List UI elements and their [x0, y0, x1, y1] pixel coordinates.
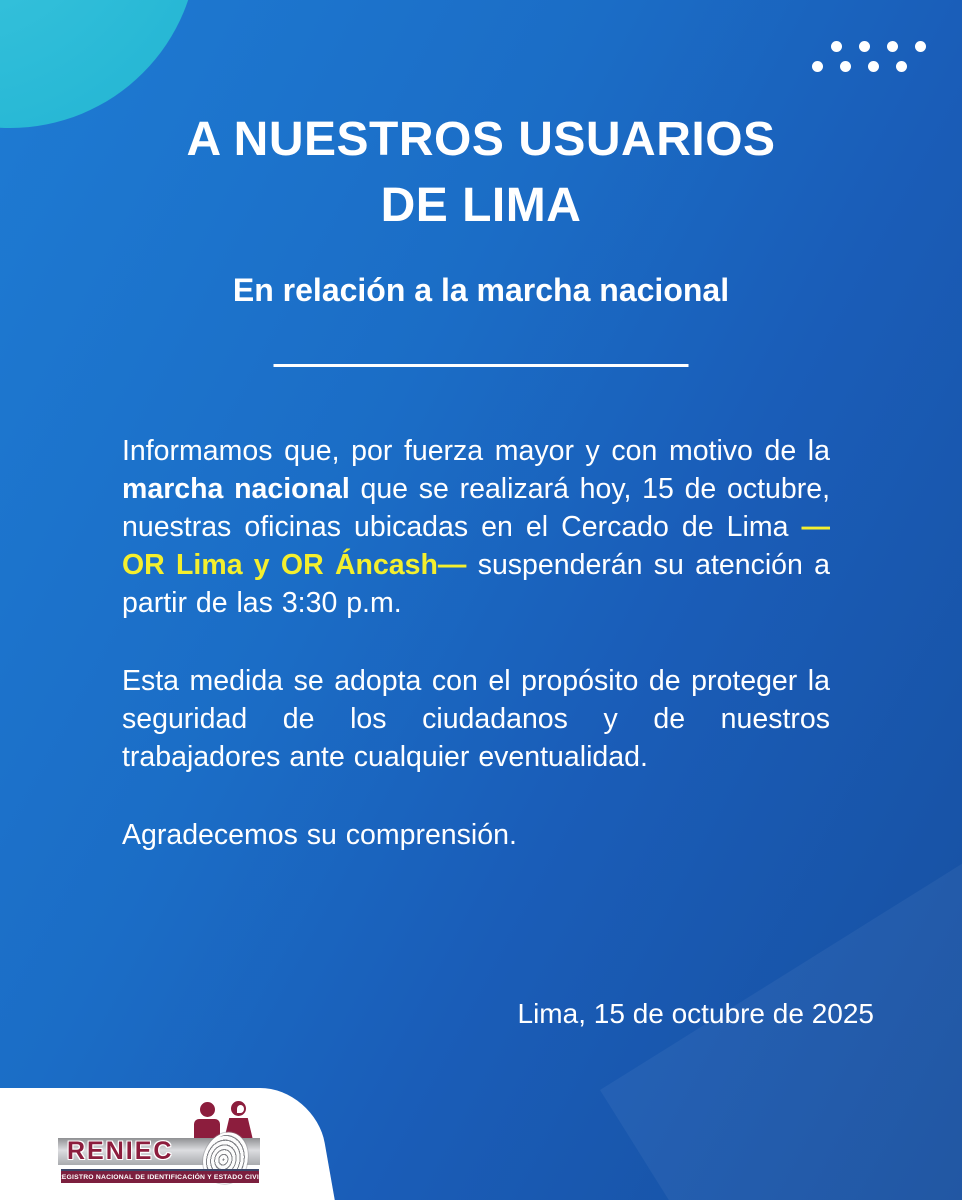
- dot-row-top: [831, 41, 926, 52]
- dot-icon: [831, 41, 842, 52]
- logo-tagline-bar: [56, 1169, 264, 1183]
- dot-icon: [859, 41, 870, 52]
- dot-icon: [887, 41, 898, 52]
- announcement-body: [122, 432, 830, 894]
- dot-grid-decoration: [812, 41, 926, 72]
- p1-text: que se realizará hoy, 15 de octubre, nuestras oficinas ubicadas en el Cercado de Lima: [122, 473, 830, 543]
- title-line-1: A NUESTROS USUARIOS: [186, 113, 776, 166]
- subtitle: En relación a la marcha nacional: [232, 272, 730, 308]
- subtitle-underline: [274, 364, 689, 367]
- page-title: [0, 107, 962, 239]
- body-paragraph-3: Agradecemos su comprensión.: [122, 819, 517, 851]
- dateline: Lima, 15 de octubre de 2025: [517, 998, 874, 1029]
- p1-highlight-offices: —OR Lima y OR Áncash—: [122, 511, 830, 581]
- dot-icon: [896, 61, 907, 72]
- p1-text: Informamos que, por fuerza mayor y con motivo de la: [122, 435, 830, 467]
- body-paragraph-2: Esta medida se adopta con el propósito de proteger la seguridad de los ciudadanos y de nuestros trabajadores ante cualquier eventualidad.: [122, 665, 830, 773]
- dot-row-bottom: [812, 61, 926, 72]
- male-person-icon: [194, 1102, 220, 1140]
- dot-icon: [812, 61, 823, 72]
- dot-icon: [915, 41, 926, 52]
- dot-icon: [868, 61, 879, 72]
- dot-icon: [840, 61, 851, 72]
- reniec-logo: [58, 1096, 262, 1184]
- logo-wordmark: RENIEC: [67, 1137, 174, 1165]
- p1-bold-marcha-nacional: marcha nacional: [122, 473, 350, 505]
- logo-tagline: REGISTRO NACIONAL DE IDENTIFICACIÓN Y ESTADO CIVIL: [56, 1173, 264, 1181]
- p1-text: suspenderán su atención a partir de las 3:30 p.m.: [122, 549, 831, 619]
- title-line-2: DE LIMA: [380, 179, 582, 232]
- body-paragraph-1: [122, 432, 830, 622]
